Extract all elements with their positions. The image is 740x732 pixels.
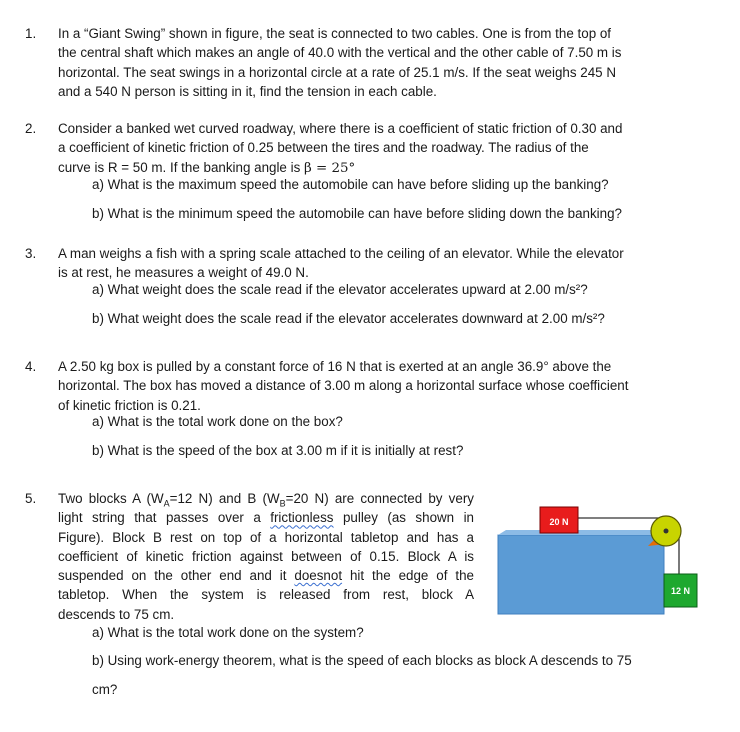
q5-part-b-continued: cm?	[92, 682, 118, 697]
q1-number: 1.	[25, 26, 37, 41]
q3-part-b: b) What weight does the scale read if the elevator accelerates downward at 2.00 m/s²?	[92, 311, 605, 326]
q5-text-run: hit the edge of the	[342, 568, 474, 584]
tabletop-top-face	[498, 530, 664, 535]
q5-text-run: pulley (as shown in	[333, 510, 474, 526]
q5-subscript-a: A	[163, 498, 170, 509]
q5-spellcheck-word: frictionless	[270, 510, 334, 526]
q5-text-run: Two blocks A (W	[58, 491, 164, 506]
q5-spellcheck-word: doesnot	[294, 568, 343, 584]
q3-part-a: a) What weight does the scale read if the elevator accelerates upward at 2.00 m/s²?	[92, 282, 588, 297]
q3-line: A man weighs a fish with a spring scale attached to the ceiling of an elevator. While the elevator	[58, 246, 624, 261]
q1-line: horizontal. The seat swings in a horizontal circle at a rate of 25.1 m/s. If the seat weighs 245 N	[58, 64, 616, 80]
q5-text-run: =12 N) and B (W	[169, 491, 280, 506]
q5-text-run: suspended on the other end and it	[58, 568, 295, 584]
q1-line: and a 540 N person is sitting in it, find the tension in each cable.	[58, 83, 437, 99]
block-a-label: 12 N	[670, 586, 691, 596]
q4-line: horizontal. The box has moved a distance of 3.00 m along a horizontal surface whose coefficient	[58, 378, 629, 394]
q5-number: 5.	[25, 491, 37, 506]
q2-line3-text: curve is R = 50 m. If the banking angle is	[58, 159, 304, 175]
q3-line: is at rest, he measures a weight of 49.0 N.	[58, 265, 309, 281]
pulley-axle	[664, 529, 669, 534]
q2-part-b: b) What is the minimum speed the automobile can have before sliding down the banking?	[92, 206, 622, 221]
q4-line: A 2.50 kg box is pulled by a constant force of 16 N that is exerted at an angle 36.9° above the	[58, 359, 612, 374]
q4-line: of kinetic friction is 0.21.	[58, 397, 201, 413]
q3-number: 3.	[25, 246, 37, 261]
q4-number: 4.	[25, 359, 37, 374]
q5-part-a: a) What is the total work done on the system?	[92, 625, 364, 640]
q4-part-a: a) What is the total work done on the box?	[92, 414, 343, 429]
block-b-label: 20 N	[549, 517, 569, 527]
q1-line: In a “Giant Swing” shown in figure, the seat is connected to two cables. One is from the top of	[58, 26, 612, 41]
q5-line: coefficient of kinetic friction against between of 0.15. Block A is	[58, 548, 474, 564]
q5-line: descends to 75 cm.	[58, 606, 175, 622]
q5-line: tabletop. When the system is released from rest, block A	[58, 587, 474, 603]
q2-banking-angle: β = 25°	[304, 160, 356, 176]
q5-text-run: light string that passes over a	[58, 510, 271, 526]
q4-part-b: b) What is the speed of the box at 3.00 m if it is initially at rest?	[92, 443, 464, 458]
q5-line: Figure). Block B rest on top of a horizontal tabletop and has a	[58, 529, 474, 545]
q2-line: a coefficient of kinetic friction of 0.25 between the tires and the roadway. The radius of the	[58, 140, 589, 156]
q2-part-a: a) What is the maximum speed the automobile can have before sliding up the banking?	[92, 177, 609, 192]
q5-text-run: =20 N) are connected by very	[285, 491, 474, 506]
q2-line: Consider a banked wet curved roadway, where there is a coefficient of static friction of 0.30 and	[58, 121, 623, 136]
tabletop	[498, 535, 664, 614]
q5-part-b: b) Using work-energy theorem, what is the speed of each blocks as block A descends to 75	[92, 653, 632, 668]
q2-number: 2.	[25, 121, 37, 136]
q1-line: the central shaft which makes an angle of 40.0 with the vertical and the other cable of 7.50 m is	[58, 45, 622, 61]
q5-subscript-b: B	[279, 498, 286, 509]
